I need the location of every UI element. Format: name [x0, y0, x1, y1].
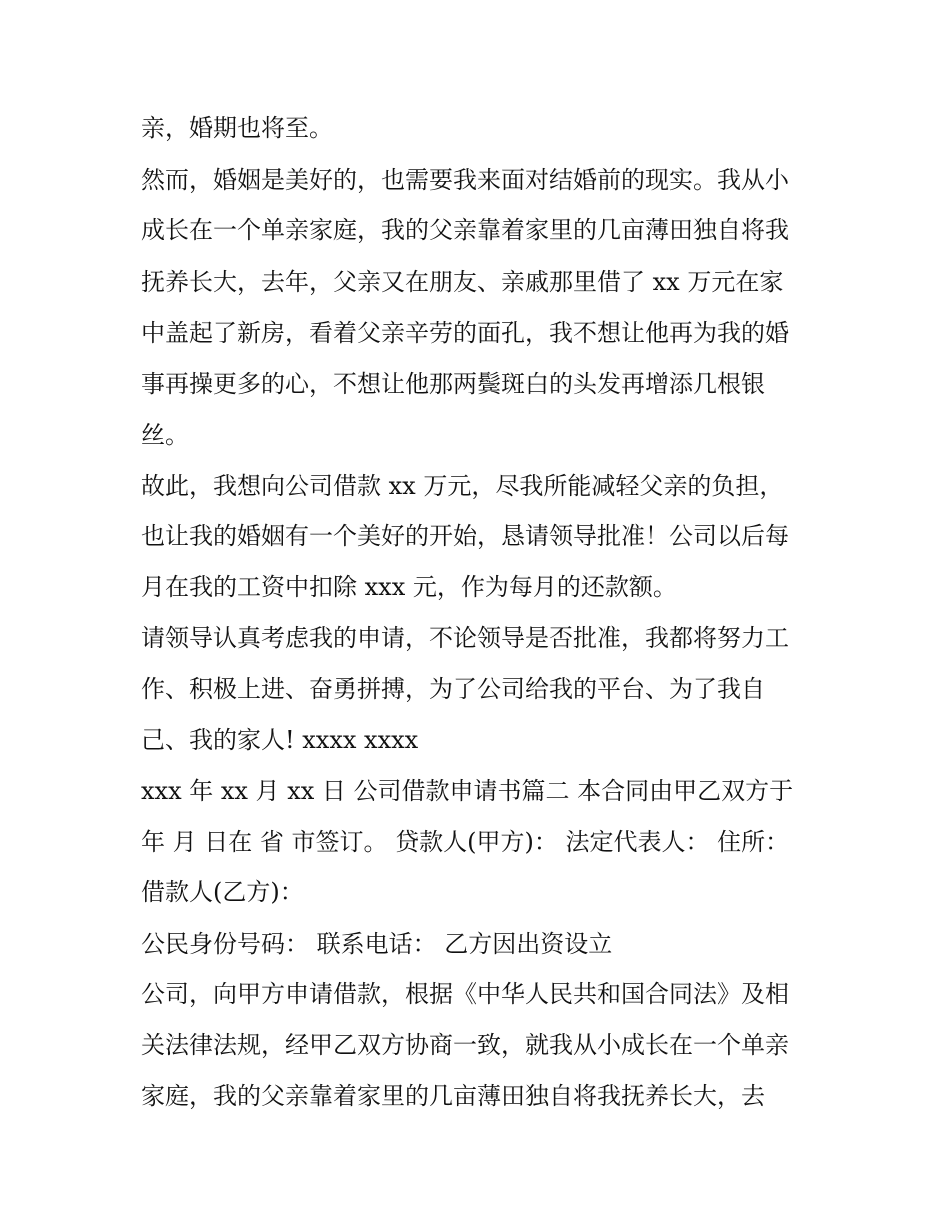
text-line: 请领导认真考虑我的申请，不论领导是否批准，我都将努力工 [141, 624, 789, 652]
text-line: 事再操更多的心，不想让他那两鬓斑白的头发再增添几根银 [141, 370, 765, 398]
text-line: 成长在一个单亲家庭，我的父亲靠着家里的几亩薄田独自将我 [141, 216, 789, 244]
text-line: 亲，婚期也将至。 [141, 114, 333, 142]
text-line: 家庭，我的父亲靠着家里的几亩薄田独自将我抚养长大，去 [141, 1082, 765, 1110]
text-line: 公司，向甲方申请借款，根据《中华人民共和国合同法》及相 [141, 980, 789, 1008]
text-line: 年 月 日在 省 市签订。 贷款人(甲方)： 法定代表人： 住所： [141, 828, 790, 856]
text-line: 中盖起了新房，看着父亲辛劳的面孔，我不想让他再为我的婚 [141, 319, 789, 347]
text-line: 公民身份号码： 联系电话： 乙方因出资设立 [141, 930, 613, 958]
text-line: 也让我的婚姻有一个美好的开始，恳请领导批准！公司以后每 [141, 522, 789, 550]
text-line: xxx 年 xx 月 xx 日 公司借款申请书篇二 本合同由甲乙双方于 [141, 777, 794, 805]
text-line: 故此，我想向公司借款 xx 万元，尽我所能减轻父亲的负担， [141, 472, 784, 500]
text-line: 己、我的家人! xxxx xxxx [141, 726, 419, 754]
text-line: 作、积极上进、奋勇拼搏，为了公司给我的平台、为了我自 [141, 675, 765, 703]
text-line: 抚养长大，去年，父亲又在朋友、亲戚那里借了 xx 万元在家 [141, 268, 784, 296]
text-line: 然而，婚姻是美好的，也需要我来面对结婚前的现实。我从小 [141, 166, 789, 194]
text-line: 借款人(乙方)： [141, 878, 304, 906]
text-line: 丝。 [141, 421, 189, 449]
text-line: 关法律法规，经甲乙双方协商一致，就我从小成长在一个单亲 [141, 1031, 789, 1059]
text-line: 月在我的工资中扣除 xxx 元，作为每月的还款额。 [141, 573, 677, 601]
